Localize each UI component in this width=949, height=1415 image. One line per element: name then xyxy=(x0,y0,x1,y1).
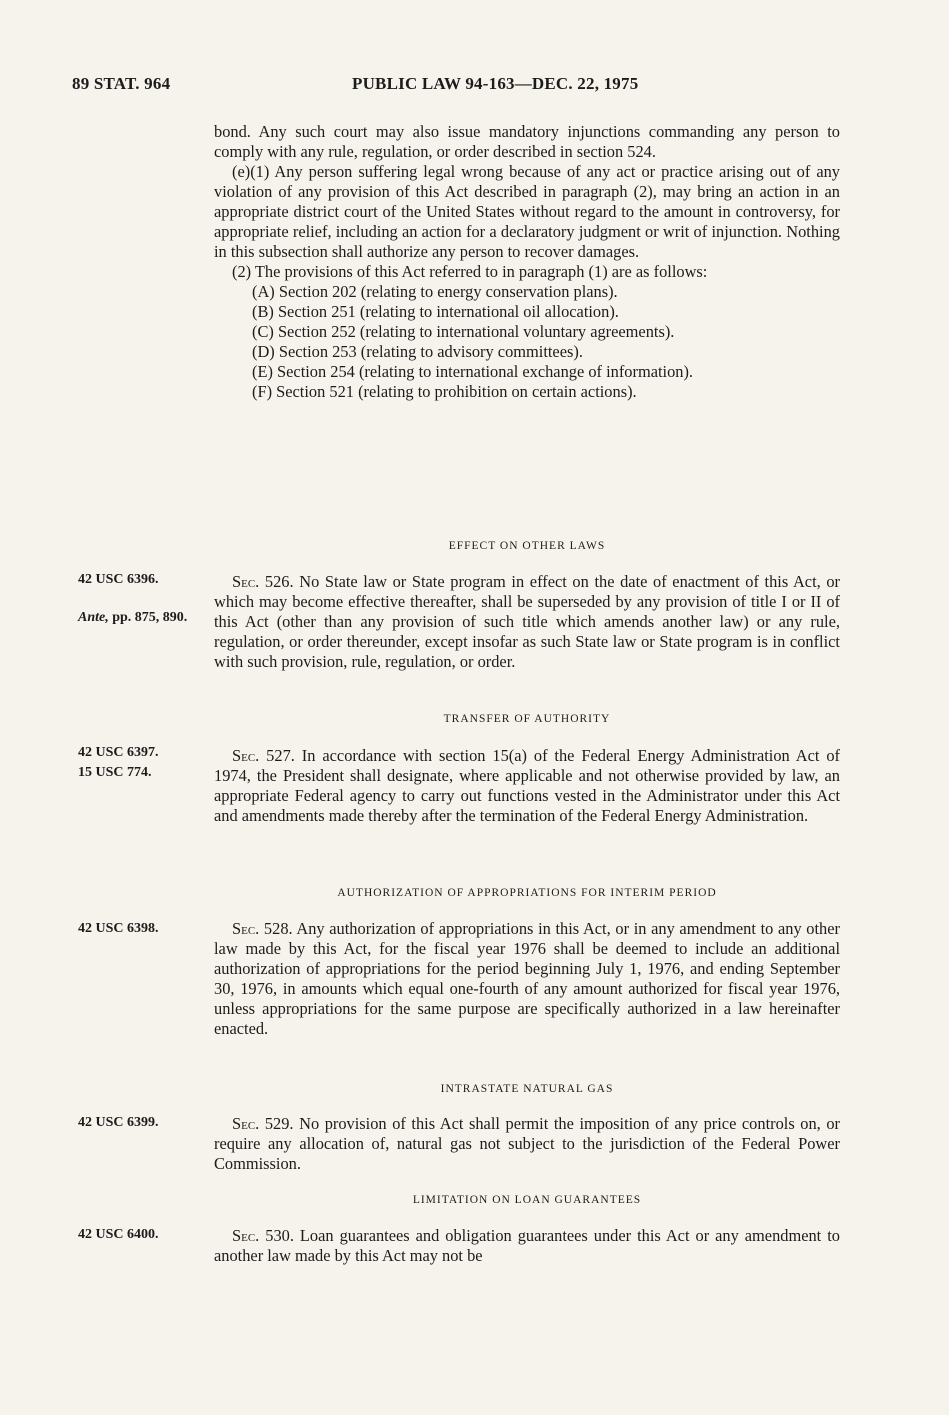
heading-effect-on-other-laws: EFFECT ON OTHER LAWS xyxy=(448,540,606,552)
section-label: Sec. 526. xyxy=(232,572,294,591)
margin-note-6400: 42 USC 6400. xyxy=(78,1227,159,1242)
heading-transfer-of-authority: TRANSFER OF AUTHORITY xyxy=(443,713,611,725)
paragraph-e1: (e)(1) Any person suffering legal wrong because of any act or practice arising out of any violation of any provision of this Act described in paragraph (2), may bring an action in an appropriate district court of the United States without regard to the amount in controversy, for appropriate relief, including an action for a declaratory judgment or writ of injunction. Nothing in this subsection shall authorize any person to recover damages. xyxy=(214,162,840,261)
section-530-text xyxy=(214,1226,840,1266)
section-527-text xyxy=(214,746,840,826)
paragraph-e2: (2) The provisions of this Act referred to in paragraph (1) are as follows: xyxy=(232,262,708,281)
section-body: Loan guarantees and obligation guarantees under this Act or any amendment to another law made by this Act may not be xyxy=(214,1226,840,1265)
section-body: Any authorization of appropriations in this Act, or in any amendment to any other law made by this Act, for the fiscal year 1976 shall be deemed to include an additional authorization of appropriations for the period beginning July 1, 1976, and ending September 30, 1976, in amounts which equal one-fourth of any amount authorized for fiscal year 1976, unless appropriations for the same purpose are specifically authorized in a law hereinafter enacted. xyxy=(214,919,840,1038)
section-body: In accordance with section 15(a) of the Federal Energy Administration Act of 1974, the President shall designate, where applicable and not otherwise provided by law, an appropriate Federal agency to carry out functions vested in the Administrator under this Act and amendments made thereby after the termination of the Federal Energy Administration. xyxy=(214,746,840,825)
page-stat-number: 89 STAT. 964 xyxy=(72,74,171,93)
section-529-text xyxy=(214,1114,840,1174)
section-528-text xyxy=(214,919,840,1039)
heading-authorization-appropriations: AUTHORIZATION OF APPROPRIATIONS FOR INTERIM PERIOD xyxy=(337,887,717,899)
section-label: Sec. 528. xyxy=(232,919,293,938)
section-528 xyxy=(214,919,840,1039)
list-item-e: (E) Section 254 (relating to international exchange of information). xyxy=(252,362,694,381)
margin-note-6397: 42 USC 6397. xyxy=(78,745,159,760)
section-label: Sec. 529. xyxy=(232,1114,294,1133)
section-530 xyxy=(214,1226,840,1266)
heading-limitation-loan-guarantees: LIMITATION ON LOAN GUARANTEES xyxy=(412,1194,642,1206)
section-label: Sec. 527. xyxy=(232,746,295,765)
section-526-text xyxy=(214,572,840,672)
section-526 xyxy=(214,572,840,672)
section-527 xyxy=(214,746,840,826)
margin-note-6398: 42 USC 6398. xyxy=(78,921,159,936)
page-running-head: PUBLIC LAW 94-163—DEC. 22, 1975 xyxy=(352,74,639,93)
section-525-continuation xyxy=(214,122,840,402)
section-label: Sec. 530. xyxy=(232,1226,294,1245)
list-item-b: (B) Section 251 (relating to international oil allocation). xyxy=(252,302,619,321)
margin-note-ante-italic: Ante, xyxy=(78,610,109,625)
list-item-f: (F) Section 521 (relating to prohibition on certain actions). xyxy=(252,382,637,401)
margin-note-774: 15 USC 774. xyxy=(78,765,152,780)
section-body: No provision of this Act shall permit the imposition of any price controls on, or require any allocation of, natural gas not subject to the jurisdiction of the Federal Power Commission. xyxy=(214,1114,840,1173)
margin-note-6396: 42 USC 6396. xyxy=(78,572,159,587)
list-item-c: (C) Section 252 (relating to international voluntary agreements). xyxy=(252,322,675,341)
paragraph: bond. Any such court may also issue mandatory injunctions commanding any person to comply with any rule, regulation, or order described in section 524. xyxy=(214,122,840,161)
section-529 xyxy=(214,1114,840,1174)
margin-note-6399: 42 USC 6399. xyxy=(78,1115,159,1130)
heading-intrastate-natural-gas: INTRASTATE NATURAL GAS xyxy=(440,1083,614,1095)
margin-note-ante xyxy=(78,609,188,627)
section-body: No State law or State program in effect on the date of enactment of this Act, or which may become effective thereafter, shall be superseded by any provision of title I or II of this Act (other than any provision of such title which amends another law) or any rule, regulation, or order thereunder, except insofar as such State law or State program is in conflict with such provision, rule, regulation, or order. xyxy=(214,572,841,671)
list-item-d: (D) Section 253 (relating to advisory committees). xyxy=(252,342,583,361)
margin-note-ante-pages: pp. 875, 890. xyxy=(112,610,188,625)
list-item-a: (A) Section 202 (relating to energy conservation plans). xyxy=(252,282,618,301)
